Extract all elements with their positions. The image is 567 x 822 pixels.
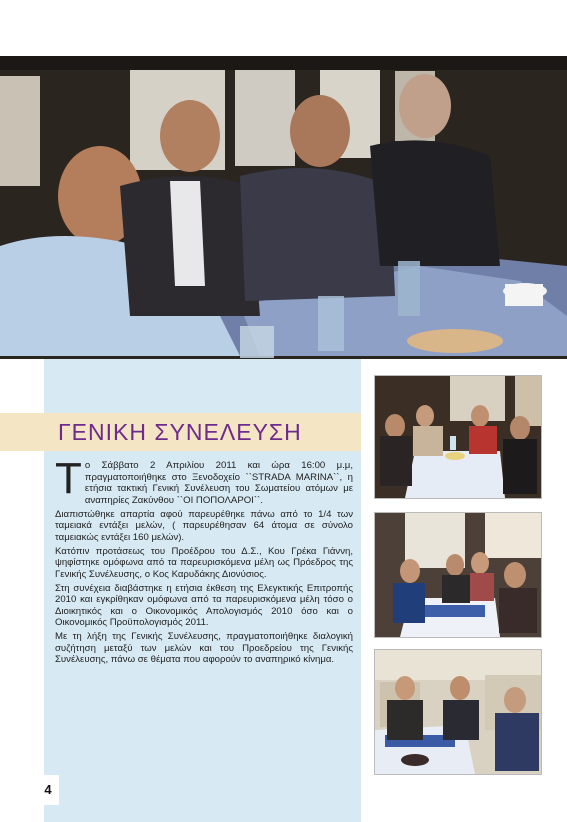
event-photo-3: [374, 649, 542, 775]
article-paragraph: Με τη λήξη της Γενικής Συνέλευσης, πραγματοποιήθηκε διαλογική συζήτηση μεταξύ των μελών και του Προεδρείου της Γενικής Συνέλευσης, πάνω σε θέματα που αφορούν το αναπηρικό κίνημα.: [55, 631, 353, 665]
event-photo-1: [374, 375, 542, 499]
event-photo-2: [374, 512, 542, 638]
article-paragraph: Διαπιστώθηκε απαρτία αφού παρευρέθηκε πάνω από το 1/4 των ταμειακά εντάξει μελών, ( παρευρέθησαν 64 άτομα σε σύνολο ταμειακώς εντάξει 160 μελών).: [55, 508, 353, 543]
article-paragraph: Στη συνέχεια διαβάστηκε η ετήσια έκθεση της Ελεγκτικής Επιτροπής 2010 και εγκρίθηκαν ομόφωνα από τα παρευρισκόμενα μέλη τόσο ο Διοικητικός και ο Οικονομικός Απολογισμός 2010 όσο και ο Οικονομικός Προϋπολογισμός 2011.: [55, 582, 353, 628]
meeting-photo-top: [0, 56, 567, 359]
article-heading: ΓΕΝΙΚΗ ΣΥΝΕΛΕΥΣΗ: [58, 419, 302, 445]
drop-cap: Τ: [55, 454, 82, 503]
article-body: [55, 454, 353, 668]
article-first-paragraph: Το Σάββατο 2 Απριλίου 2011 και ώρα 16:00 μ.μ, πραγματοποιήθηκε στο Ξενοδοχείο ``STRADA MARINA``, η ετήσια τακτική Γενική Συνέλευση του Σωματείου ατόμων με αναπηρίες Ζακύνθου ``ΟΙ ΠΟΠΟΛΑΡΟΙ``.: [55, 454, 353, 506]
page-number: 4: [37, 775, 59, 805]
article-paragraph: Κατόπιν προτάσεως του Προέδρου του Δ.Σ., Κου Γρέκα Γιάννη, ψηφίστηκε ομόφωνα από τα παρευρισκόμενα μέλη ως Πρόεδρος της Γενικής Συνέλευσης, ο Κος Καρυδάκης Διονύσιος.: [55, 545, 353, 580]
